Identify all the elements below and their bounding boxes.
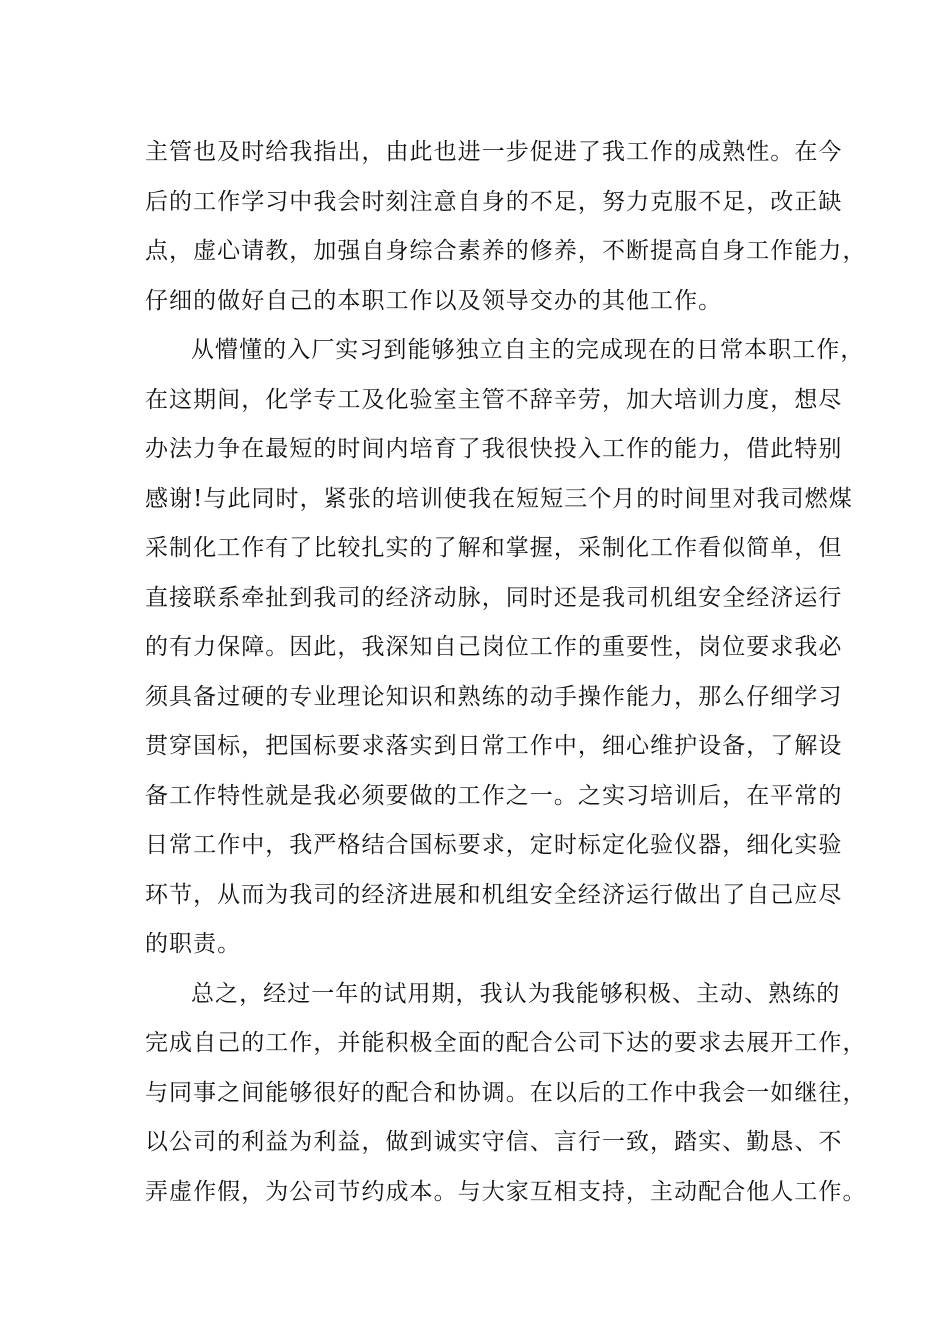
text-line: 办法力争在最短的时间内培育了我很快投入工作的能力，借此特别	[145, 436, 843, 462]
text-line: 采制化工作有了比较扎实的了解和掌握，采制化工作看似简单，但	[145, 535, 843, 561]
text-line: 在这期间，化学专工及化验室主管不辞辛劳，加大培训力度，想尽	[145, 386, 843, 413]
text-line: 贯穿国标，把国标要求落实到日常工作中，细心维护设备，了解设	[145, 733, 843, 759]
text-line: 备工作特性就是我必须要做的工作之一。之实习培训后，在平常的	[145, 782, 843, 809]
text-line: 仔细的做好自己的本职工作以及领导交办的其他工作。	[145, 287, 723, 314]
text-line: 以公司的利益为利益，做到诚实守信、言行一致，踏实、勤恳、不	[145, 1129, 843, 1155]
text-line: 后的工作学习中我会时刻注意自身的不足，努力克服不足，改正缺	[145, 188, 843, 215]
text-line: 弄虚作假，为公司节约成本。与大家互相支持，主动配合他人工作。	[145, 1178, 867, 1205]
text-line: 的有力保障。因此，我深知自己岗位工作的重要性，岗位要求我必	[145, 634, 843, 660]
text-line: 点，虚心请教，加强自身综合素养的修养，不断提高自身工作能力，	[145, 238, 867, 264]
paragraph-first-line: 从懵懂的入厂实习到能够独立自主的完成现在的日常本职工作，	[191, 337, 865, 363]
text-line: 环节，从而为我司的经济进展和机组安全经济运行做出了自己应尽	[145, 881, 843, 908]
paragraph-first-line: 总之，经过一年的试用期，我认为我能够积极、主动、熟练的	[191, 980, 841, 1007]
text-line: 的职责。	[145, 931, 242, 957]
text-line: 感谢!与此同时，紧张的培训使我在短短三个月的时间里对我司燃煤	[145, 485, 853, 512]
text-line: 日常工作中，我严格结合国标要求，定时标定化验仪器，细化实验	[145, 832, 843, 858]
text-line: 直接联系牵扯到我司的经济动脉，同时还是我司机组安全经济运行	[145, 584, 843, 611]
document-body	[145, 128, 867, 1217]
text-line: 主管也及时给我指出，由此也进一步促进了我工作的成熟性。在今	[145, 139, 843, 165]
text-line: 与同事之间能够很好的配合和协调。在以后的工作中我会一如继往，	[145, 1079, 867, 1106]
text-line: 须具备过硬的专业理论知识和熟练的动手操作能力，那么仔细学习	[145, 683, 843, 710]
text-line: 完成自己的工作，并能积极全面的配合公司下达的要求去展开工作，	[145, 1030, 867, 1056]
